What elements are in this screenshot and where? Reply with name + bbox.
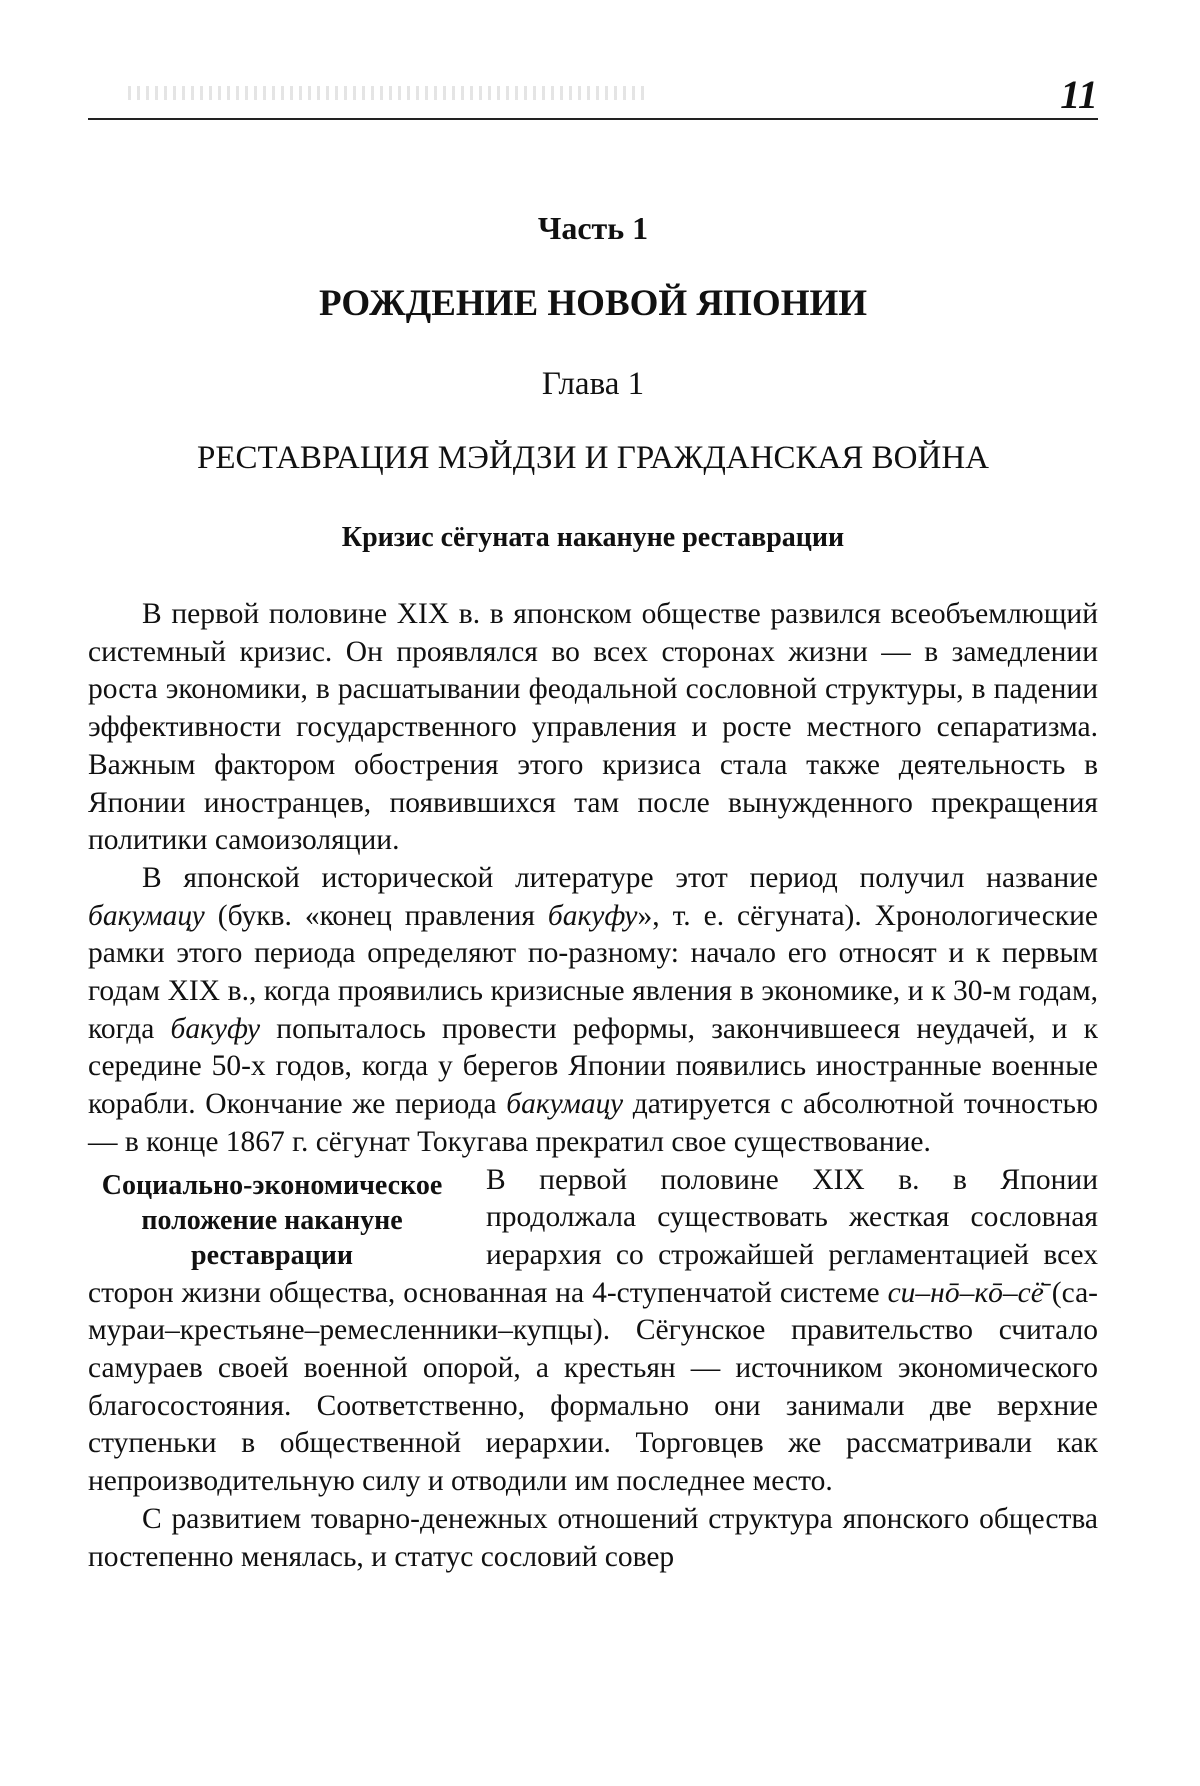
paragraph-4: С развитием товарно-денежных отношений структура японского общества постепенно менялась, и статус сословий совер (88, 1502, 1098, 1573)
paragraph-2 (88, 860, 1098, 1162)
faded-running-title (128, 86, 648, 100)
running-header (88, 72, 1098, 120)
paragraph-2-text-c: », т. е. сёгуната). Хронологические рамки этого периода определяют по-разному: начало его относят и к первым годам XIX в., когда проявились кризисные явления в экономике, и к 30-м годам, когда (88, 899, 1098, 1045)
term-shi-no-ko-sho: си–нō–кō–сё̄ (887, 1276, 1044, 1309)
paragraph-2-text-a: В японской исторической литературе этот период получил название (142, 861, 1098, 894)
term-bakumatsu: бакумацу (88, 899, 205, 932)
paragraph-2-text-d: попыталось провести реформы, закончившееся неудачей, и к середине 50-х годов, когда у берегов Японии появились иностранные военные корабли. Окончание же периода (88, 1012, 1098, 1121)
book-title: РОЖДЕНИЕ НОВОЙ ЯПОНИИ (318, 283, 868, 324)
page-number: 11 (1060, 72, 1098, 117)
paragraph-2-text-b: (букв. «конец правления (204, 899, 548, 932)
paragraph-2-text-e: датируется с абсолютной точностью — в конце 1867 г. сёгунат Токугава прекратил свое существование. (88, 1088, 1098, 1158)
term-bakufu: бакуфу (547, 899, 638, 932)
term-bakufu: бакуфу (170, 1012, 261, 1045)
chapter-title: РЕСТАВРАЦИЯ МЭЙДЗИ И ГРАЖДАНСКАЯ ВОЙНА (197, 440, 989, 476)
side-heading: Социально-экономическое положение накануне реставрации (101, 1169, 443, 1271)
chapter-label: Глава 1 (541, 366, 645, 402)
paragraph-1: В первой половине XIX в. в японском обществе развился всеобъемлющий системный кризис. Он проявлялся во всех сторонах жизни — в замедлении роста экономики, в расшатывании феодальной сословной структуры, в падении эффективности государственного управления и росте местного сепаратизма. Важным фактором обострения этого кризиса стала также деятельность в Японии иностранцев, появившихся там после вынужденного прекращения политики самоизоляции. (88, 598, 1098, 857)
body-text (88, 596, 1098, 1576)
part-title: Часть 1 (537, 210, 649, 246)
section-title: Кризис сёгуната накануне реставрации (341, 522, 845, 553)
paragraph-3-text-a: В первой половине XIX в. в Японии продолжала существовать жесткая сословная иерархия со строжайшей регламентацией всех сторон жизни общества, основанная на 4-ступенчатой системе (88, 1163, 1098, 1309)
paragraph-3-text-b: (самураи–крестьяне–ремесленники–купцы). Сёгунское правительство считало самураев своей военной опорой, а крестьян — источником экономического благосостояния. Соответственно, формально они занимали две верхние ступеньки в общественной иерархии. Торговцев же рассматривали как непроизводительную силу и отводили им последнее место. (88, 1276, 1098, 1498)
term-bakumatsu: бакумацу (506, 1088, 624, 1121)
